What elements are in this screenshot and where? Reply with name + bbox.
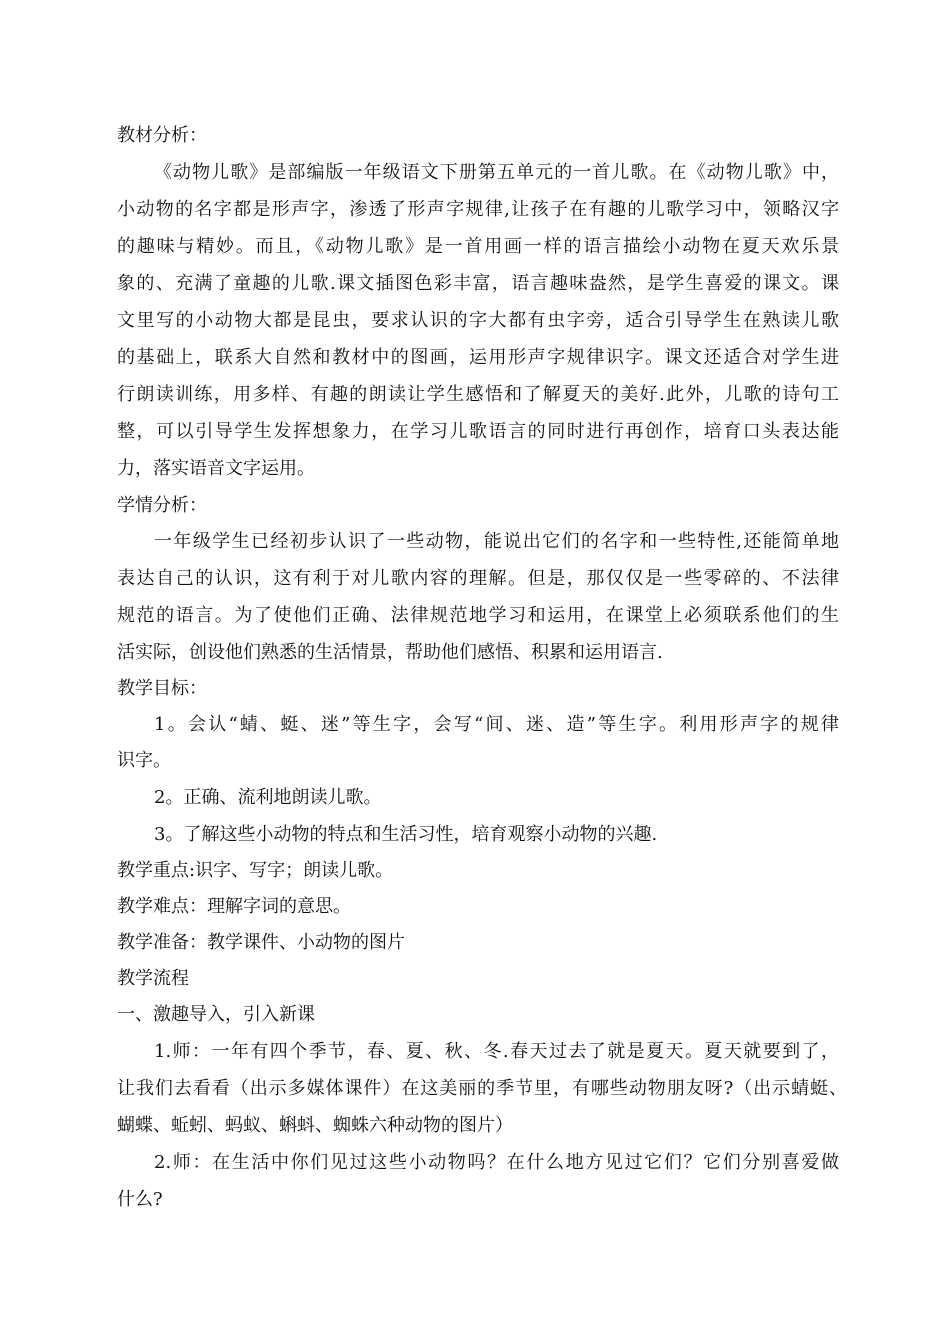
paragraph-line: 让我们去看看（出示多媒体课件）在这美丽的季节里，有哪些动物朋友呀?（出示蜻蜓、 xyxy=(117,1078,847,1099)
paragraph-line: 力，落实语音文字运用。 xyxy=(117,458,315,479)
paragraph-line: 蝴蝶、蚯蚓、蚂蚁、蝌蚪、蜘蛛六种动物的图片） xyxy=(117,1115,513,1136)
heading-teaching-goals: 教学目标： xyxy=(117,678,207,699)
paragraph-line: 整，可以引导学生发挥想象力，在学习儿歌语言的同时进行再创作，培育口头表达能 xyxy=(117,421,839,442)
paragraph-line: 的基础上，联系大自然和教材中的图画，运用形声字规律识字。课文还适合对学生进 xyxy=(117,347,839,368)
paragraph-line: 文里写的小动物大都是昆虫，要求认识的字大都有虫字旁，适合引导学生在熟读儿歌 xyxy=(117,310,839,331)
paragraph-line: 《动物儿歌》是部编版一年级语文下册第五单元的一首儿歌。在《动物儿歌》中， xyxy=(154,162,839,183)
teaching-difficulty: 教学难点：理解字词的意思。 xyxy=(117,896,351,917)
paragraph-line: 2.师：在生活中你们见过这些小动物吗？在什么地方见过它们？它们分别喜爱做 xyxy=(154,1152,839,1173)
paragraph-line: 什么? xyxy=(117,1189,163,1210)
teaching-focus: 教学重点:识字、写字；朗读儿歌。 xyxy=(117,860,394,881)
paragraph-line: 行朗读训练，用多样、有趣的朗读让学生感悟和了解夏天的美好.此外，儿歌的诗句工 xyxy=(117,384,839,405)
goal-item-continued: 识字。 xyxy=(117,750,171,771)
paragraph-line: 规范的语言。为了使他们正确、法律规范地学习和运用，在课堂上必须联系他们的生 xyxy=(117,605,839,626)
paragraph-line: 的趣味与精妙。而且，《动物儿歌》是一首用画一样的语言描绘小动物在夏天欢乐景 xyxy=(117,236,839,257)
paragraph-line: 小动物的名字都是形声字，渗透了形声字规律,让孩子在有趣的儿歌学习中，领略汉字 xyxy=(117,199,839,220)
goal-item: 1。会认“蜻、蜓、迷”等生字，会写“间、迷、造”等生字。利用形声字的规律 xyxy=(154,714,839,735)
paragraph-line: 表达自己的认识，这有利于对儿歌内容的理解。但是，那仅仅是一些零碎的、不法律 xyxy=(117,568,839,589)
paragraph-line: 一年级学生已经初步认识了一些动物，能说出它们的名字和一些特性,还能简单地 xyxy=(154,531,839,552)
heading-teaching-process: 教学流程 xyxy=(117,968,189,989)
heading-student-analysis: 学情分析： xyxy=(117,495,207,516)
heading-material-analysis: 教材分析： xyxy=(117,125,207,146)
paragraph-line: 活实际，创设他们熟悉的生活情景，帮助他们感悟、积累和运用语言. xyxy=(117,642,663,663)
goal-item: 3。了解这些小动物的特点和生活习性，培育观察小动物的兴趣. xyxy=(154,824,658,845)
paragraph-line: 1.师：一年有四个季节，春、夏、秋、冬.春天过去了就是夏天。夏天就要到了， xyxy=(154,1041,839,1062)
goal-item: 2。正确、流利地朗读儿歌。 xyxy=(154,787,382,808)
teaching-preparation: 教学准备：教学课件、小动物的图片 xyxy=(117,932,405,953)
paragraph-line: 象的、充满了童趣的儿歌.课文插图色彩丰富，语言趣味盎然，是学生喜爱的课文。课 xyxy=(117,273,839,294)
section-heading: 一、激趣导入，引入新课 xyxy=(117,1004,315,1025)
